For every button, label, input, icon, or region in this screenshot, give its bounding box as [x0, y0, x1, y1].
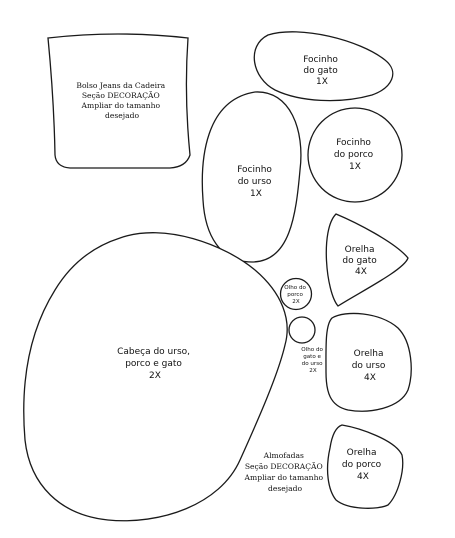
- cat-snout-piece: [254, 32, 392, 101]
- cushions-label-line-4: desejado: [267, 484, 303, 493]
- head-label-line-1: Cabeça do urso,: [117, 347, 191, 357]
- cat-ear-label-line-1: Orelha: [344, 245, 375, 255]
- cushions-note: [244, 451, 326, 493]
- head-label-line-2: porco e gato: [125, 359, 182, 369]
- pig-ear-label-line-2: do porco: [341, 460, 382, 470]
- pig-eye-label-line-2: porco: [287, 292, 303, 298]
- svg-text:Olho do gato e do: [301, 347, 324, 374]
- cat-bear-eye-piece: [289, 317, 325, 374]
- pig-ear-label-line-1: Orelha: [346, 448, 377, 458]
- cat-ear-label-line-2: do gato: [342, 256, 377, 266]
- pig-eye-piece: [281, 279, 312, 310]
- cat-bear-eye-label-line-2: gato e: [303, 354, 322, 360]
- pig-ear-label-line-3: 4X: [357, 472, 369, 482]
- cat-snout-label-line-1: Focinho: [303, 55, 338, 65]
- pocket-label-line-3: Ampliar do tamanho: [81, 101, 161, 110]
- head-label-line-3: 2X: [149, 371, 161, 381]
- cat-bear-eye-label-line-3: do urso: [301, 361, 323, 367]
- cat-ear-label-line-3: 4X: [355, 267, 367, 277]
- bear-ear-piece: [326, 313, 411, 411]
- bear-snout-piece: [202, 92, 301, 262]
- svg-text:Almofadas Seção DECORAÇÃ: [244, 451, 326, 493]
- pocket-label-line-1: Bolso Jeans da Cadeira: [76, 81, 166, 90]
- pig-snout-piece: [308, 108, 402, 202]
- pocket-label-line-2: Seção DECORAÇÃO: [81, 91, 160, 100]
- pig-snout-label-line-2: do porco: [333, 150, 374, 160]
- bear-snout-label-line-2: do urso: [237, 177, 272, 187]
- cushions-label-line-3: Ampliar do tamanho: [244, 473, 324, 482]
- cat-snout-label-line-3: 1X: [316, 77, 328, 87]
- pig-snout-label-line-3: 1X: [349, 162, 361, 172]
- pig-snout-label-line-1: Focinho: [336, 138, 371, 148]
- pig-eye-label-line-1: Olho do: [284, 285, 306, 291]
- pocket-piece: [48, 34, 190, 168]
- cat-bear-eye-outline: [289, 317, 315, 343]
- pig-eye-label-line-3: 2X: [292, 299, 300, 305]
- bear-ear-label-line-2: do urso: [351, 361, 386, 371]
- cushions-label-line-1: Almofadas: [263, 451, 304, 460]
- bear-snout-label-line-3: 1X: [250, 189, 262, 199]
- cat-snout-label-line-2: do gato: [303, 66, 338, 76]
- bear-ear-label-line-3: 4X: [364, 373, 376, 383]
- cat-bear-eye-label-line-1: Olho do: [301, 347, 323, 353]
- cushions-label-line-2: Seção DECORAÇÃO: [244, 462, 323, 471]
- bear-snout-label-line-1: Focinho: [237, 165, 272, 175]
- bear-ear-label-line-1: Orelha: [353, 349, 384, 359]
- cat-bear-eye-label-line-4: 2X: [309, 368, 317, 374]
- pig-ear-piece: [328, 425, 403, 508]
- cat-ear-piece: [326, 214, 408, 306]
- pocket-label-line-4: desejado: [104, 111, 140, 120]
